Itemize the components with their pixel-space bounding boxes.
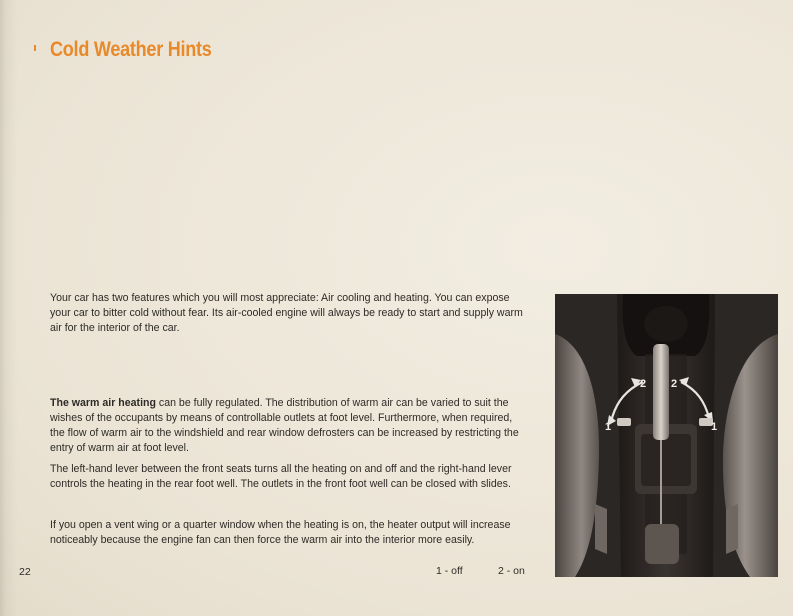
vent-paragraph: If you open a vent wing or a quarter window when the heating is on, the heater output will increase noticeably because the engine fan can then force the warm air into the interior more easily. xyxy=(50,519,511,546)
label-right-2: 2 xyxy=(671,378,678,390)
label-left-1: 1 xyxy=(605,421,612,433)
label-left-2: 2 xyxy=(640,378,647,390)
heater-levers-photo xyxy=(555,294,778,577)
page-title: Cold Weather Hints xyxy=(50,38,212,61)
heating-lead: The warm air heating xyxy=(50,397,156,409)
caption-on: 2 - on xyxy=(498,565,525,577)
label-right-1: 1 xyxy=(711,421,718,433)
heating-text: can be fully regulated. The distribution of warm air can be varied to suit the wishes of the occupants by means of controllable outlets at foot level. Furthermore, when required, the flow of warm air to the windshield and rear window defrosters can be increased by restricting the entry of warm air at foot level. xyxy=(50,397,519,454)
heater-levers-illustration xyxy=(555,294,778,577)
heating-paragraph xyxy=(50,396,528,456)
levers-paragraph: The left-hand lever between the front seats turns all the heating on and off and the right-hand lever controls the heating in the rear foot well. The outlets in the front foot well can be closed with slides. xyxy=(50,463,512,490)
title-mark xyxy=(34,45,36,51)
page-number: 22 xyxy=(19,566,31,578)
intro-paragraph: Your car has two features which you will most appreciate: Air cooling and heating. You can expose your car to bitter cold without fear. Its air-cooled engine will always be ready to start and supply warm air for the interior of the car. xyxy=(50,292,523,334)
caption-off: 1 - off xyxy=(436,565,463,577)
heating-lever xyxy=(653,344,669,440)
handbrake-lever xyxy=(645,524,679,564)
